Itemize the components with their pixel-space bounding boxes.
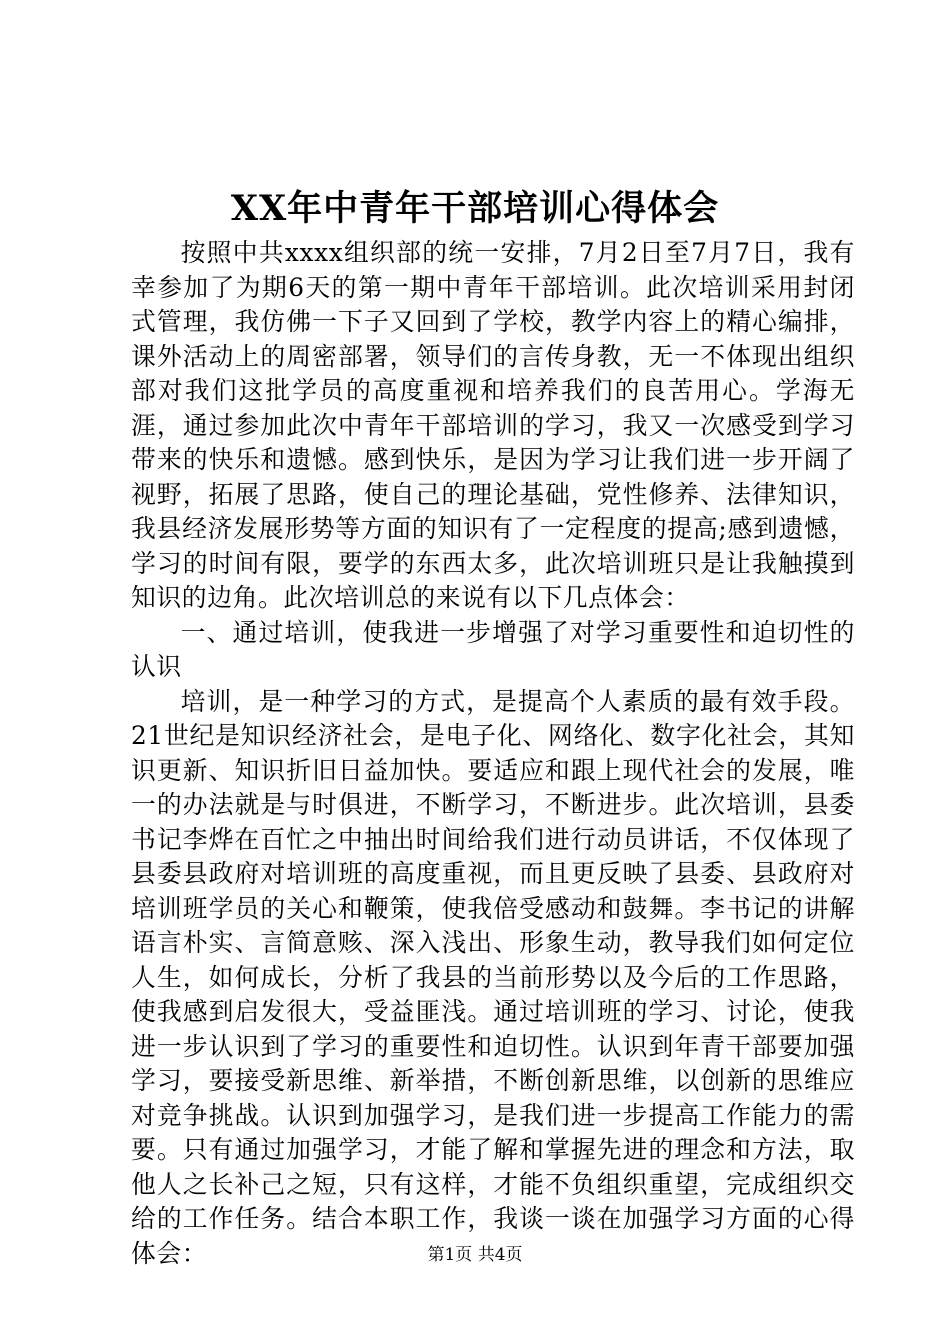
document-body — [131, 236, 855, 1271]
paragraph-training: 培训，是一种学习的方式，是提高个人素质的最有效手段。21世纪是知识经济社会，是电子化、网络化、数字化社会，其知识更新、知识折旧日益加快。要适应和跟上现代社会的发展，唯一的办法就是与时俱进，不断学习，不断进步。此次培训，县委书记李烨在百忙之中抽出时间给我们进行动员讲话，不仅体现了县委县政府对培训班的高度重视，而且更反映了县委、县政府对培训班学员的关心和鞭策，使我倍受感动和鼓舞。李书记的讲解语言朴实、言简意赅、深入浅出、形象生动，教导我们如何定位人生，如何成长，分析了我县的当前形势以及今后的工作思路，使我感到启发很大，受益匪浅。通过培训班的学习、讨论，使我进一步认识到了学习的重要性和迫切性。认识到年青干部要加强学习，要接受新思维、新举措，不断创新思维，以创新的思维应对竞争挑战。认识到加强学习，是我们进一步提高工作能力的需要。只有通过加强学习，才能了解和掌握先进的理念和方法，取他人之长补己之短，只有这样，才能不负组织重望，完成组织交给的工作任务。结合本职工作，我谈一谈在加强学习方面的心得体会： — [131, 686, 855, 1268]
paragraph-heading-one: 一、通过培训，使我进一步增强了对学习重要性和迫切性的认识 — [131, 617, 855, 681]
document-title: XX年中青年干部培训心得体会 — [230, 188, 720, 229]
paragraph-intro: 按照中共xxxx组织部的统一安排，7月2日至7月7日，我有幸参加了为期6天的第一期中青年干部培训。此次培训采用封闭式管理，我仿佛一下子又回到了学校，教学内容上的精心编排，课外活动上的周密部署，领导们的言传身教，无一不体现出组织部对我们这批学员的高度重视和培养我们的良苦用心。学海无涯，通过参加此次中青年干部培训的学习，我又一次感受到学习带来的快乐和遗憾。感到快乐，是因为学习让我们进一步开阔了视野，拓展了思路，使自己的理论基础，党性修养、法律知识，我县经济发展形势等方面的知识有了一定程度的提高;感到遗憾，学习的时间有限，要学的东西太多，此次培训班只是让我触摸到知识的边角。此次培训总的来说有以下几点体会： — [131, 238, 855, 612]
page-footer: 第1页 共4页 — [427, 1245, 523, 1265]
